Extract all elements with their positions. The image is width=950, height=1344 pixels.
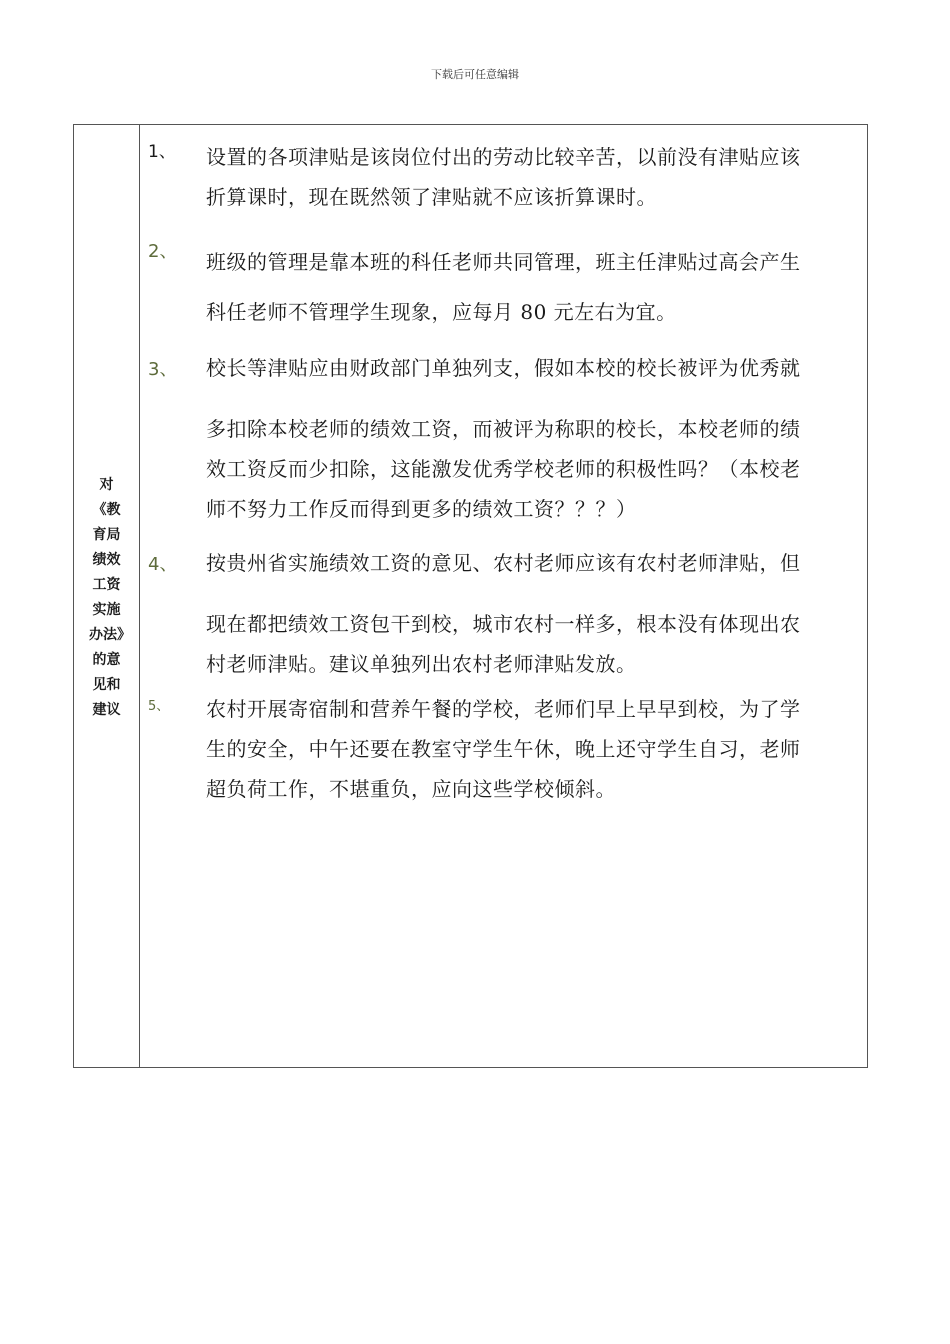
text-line: 生的安全，中午还要在教室守学生午休，晚上还守学生自习，老师 xyxy=(206,737,801,761)
text-line: 多扣除本校老师的绩效工资，而被评为称职的校长，本校老师的绩 xyxy=(206,417,801,441)
item-number: 5、 xyxy=(148,699,170,714)
text-line: 超负荷工作，不堪重负，应向这些学校倾斜。 xyxy=(206,777,616,801)
header-note: 下载后可任意编辑 xyxy=(431,68,519,81)
text-line: 农村开展寄宿制和营养午餐的学校，老师们早上早早到校，为了学 xyxy=(206,697,801,721)
text-line: 折算课时，现在既然领了津贴就不应该折算课时。 xyxy=(206,185,657,209)
text-line: 科任老师不管理学生现象，应每月 80 元左右为宜。 xyxy=(206,300,677,324)
text-line: 师不努力工作反而得到更多的绩效工资？？？） xyxy=(206,497,637,521)
text-line: 设置的各项津贴是该岗位付出的劳动比较辛苦，以前没有津贴应该 xyxy=(206,145,801,169)
item-text xyxy=(206,550,857,684)
left-label: 对《教育局绩效工资实施办法》的意见和建议 xyxy=(89,477,124,718)
item-text xyxy=(206,355,857,529)
text-line: 现在都把绩效工资包干到校，城市农村一样多，根本没有体现出农 xyxy=(206,612,801,636)
item-text xyxy=(206,689,857,809)
item-text xyxy=(206,237,857,337)
item-text xyxy=(206,137,857,217)
text-line: 班级的管理是靠本班的科任老师共同管理，班主任津贴过高会产生 xyxy=(206,250,801,274)
text-line: 校长等津贴应由财政部门单独列支，假如本校的校长被评为优秀就 xyxy=(206,356,801,380)
text-line: 效工资反而少扣除，这能激发优秀学校老师的积极性吗？（本校老 xyxy=(206,457,801,481)
opinion-table xyxy=(73,124,868,1068)
item-number: 2、 xyxy=(148,241,178,262)
text-line: 按贵州省实施绩效工资的意见、农村老师应该有农村老师津贴，但 xyxy=(206,551,801,575)
item-number: 4、 xyxy=(148,554,178,575)
text-line: 村老师津贴。建议单独列出农村老师津贴发放。 xyxy=(206,652,637,676)
item-number: 3、 xyxy=(148,359,178,380)
item-number: 1、 xyxy=(148,142,176,162)
left-label-cell xyxy=(74,125,140,1067)
